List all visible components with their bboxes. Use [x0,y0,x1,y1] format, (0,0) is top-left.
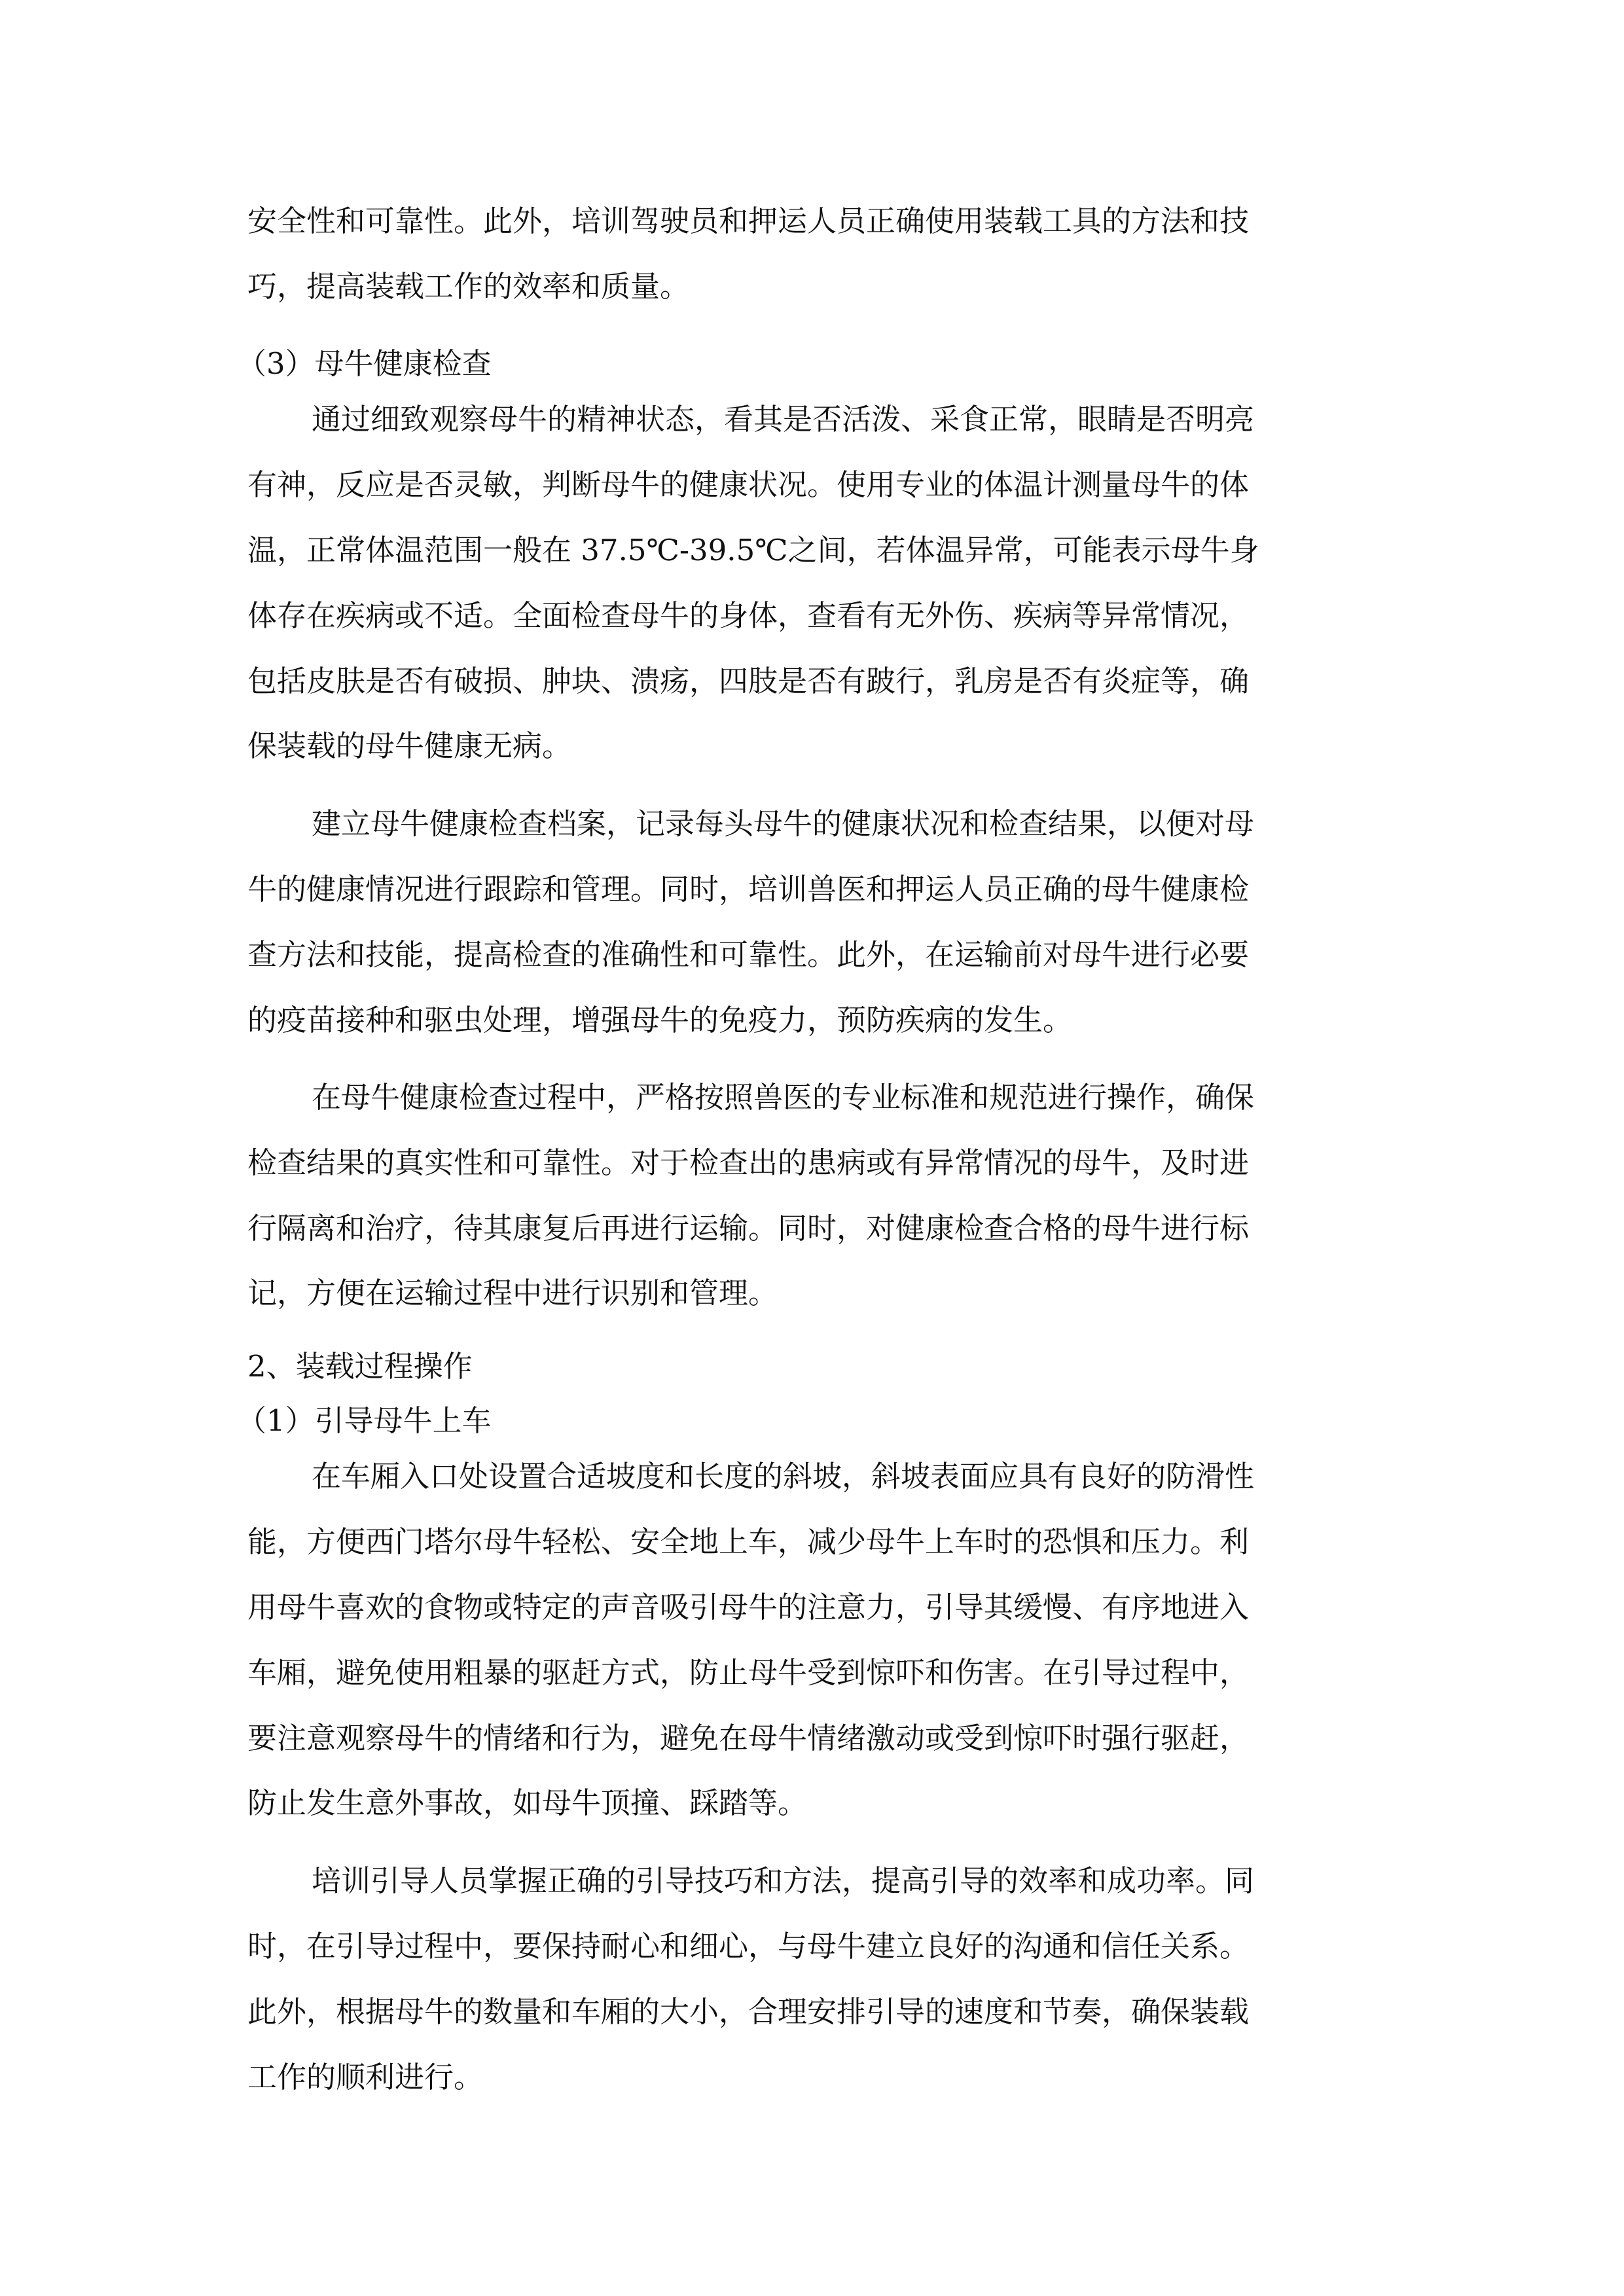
paragraph-line: 要注意观察母牛的情绪和行为，避免在母牛情绪激动或受到惊吓时强行驱赶， [247,1721,1250,1755]
paragraph-line: 在母牛健康检查过程中，严格按照兽医的专业标准和规范进行操作，确保 [312,1080,1255,1115]
paragraph-line: 此外，根据母牛的数量和车厢的大小，合理安排引导的速度和节奏，确保装载 [247,1994,1250,2029]
paragraph-line: 车厢，避免使用粗暴的驱赶方式，防止母牛受到惊吓和伤害。在引导过程中， [247,1655,1250,1690]
paragraph-line: 保装载的母牛健康无病。 [247,728,572,763]
paragraph-line: 通过细致观察母牛的精神状态，看其是否活泼、采食正常，眼睛是否明亮 [312,402,1255,437]
section-subheading: （3）母牛健康检查 [237,346,492,381]
paragraph-line: 工作的顺利进行。 [247,2060,484,2094]
paragraph-line: 记，方便在运输过程中进行识别和管理。 [247,1276,778,1310]
paragraph-line: 行隔离和治疗，待其康复后再进行运输。同时，对健康检查合格的母牛进行标 [247,1211,1250,1246]
paragraph-line: 防止发生意外事故，如母牛顶撞、踩踏等。 [247,1785,808,1820]
section-subheading: （1）引导母牛上车 [237,1403,492,1438]
paragraph-line: 体存在疾病或不适。全面检查母牛的身体，查看有无外伤、疾病等异常情况， [247,598,1250,633]
paragraph-line: 牛的健康情况进行跟踪和管理。同时，培训兽医和押运人员正确的母牛健康检 [247,872,1250,906]
paragraph-line: 能，方便西门塔尔母牛轻松、安全地上车，减少母牛上车时的恐惧和压力。利 [247,1524,1250,1559]
paragraph-line: 在车厢入口处设置合适坡度和长度的斜坡，斜坡表面应具有良好的防滑性 [312,1459,1255,1494]
paragraph-line: 检查结果的真实性和可靠性。对于检查出的患病或有异常情况的母牛，及时进 [247,1145,1250,1180]
paragraph-line: 有神，反应是否灵敏，判断母牛的健康状况。使用专业的体温计测量母牛的体 [247,467,1250,502]
paragraph-line: 用母牛喜欢的食物或特定的声音吸引母牛的注意力，引导其缓慢、有序地进入 [247,1590,1250,1624]
paragraph-line: 巧，提高装载工作的效率和质量。 [247,269,690,304]
paragraph-line: 查方法和技能，提高检查的准确性和可靠性。此外，在运输前对母牛进行必要 [247,937,1250,972]
paragraph-line: 包括皮肤是否有破损、肿块、溃疡，四肢是否有跛行，乳房是否有炎症等，确 [247,664,1250,698]
paragraph-line: 的疫苗接种和驱虫处理，增强母牛的免疫力，预防疾病的发生。 [247,1003,1073,1037]
paragraph-line: 建立母牛健康检查档案，记录每头母牛的健康状况和检查结果，以便对母 [312,806,1255,841]
paragraph-line: 培训引导人员掌握正确的引导技巧和方法，提高引导的效率和成功率。同 [312,1863,1255,1898]
section-heading: 2、装载过程操作 [247,1349,473,1384]
paragraph-line: 温，正常体温范围一般在 37.5℃-39.5℃之间，若体温异常，可能表示母牛身 [247,533,1259,567]
paragraph-line: 时，在引导过程中，要保持耐心和细心，与母牛建立良好的沟通和信任关系。 [247,1929,1250,1964]
paragraph-line: 安全性和可靠性。此外，培训驾驶员和押运人员正确使用装载工具的方法和技 [247,204,1250,238]
